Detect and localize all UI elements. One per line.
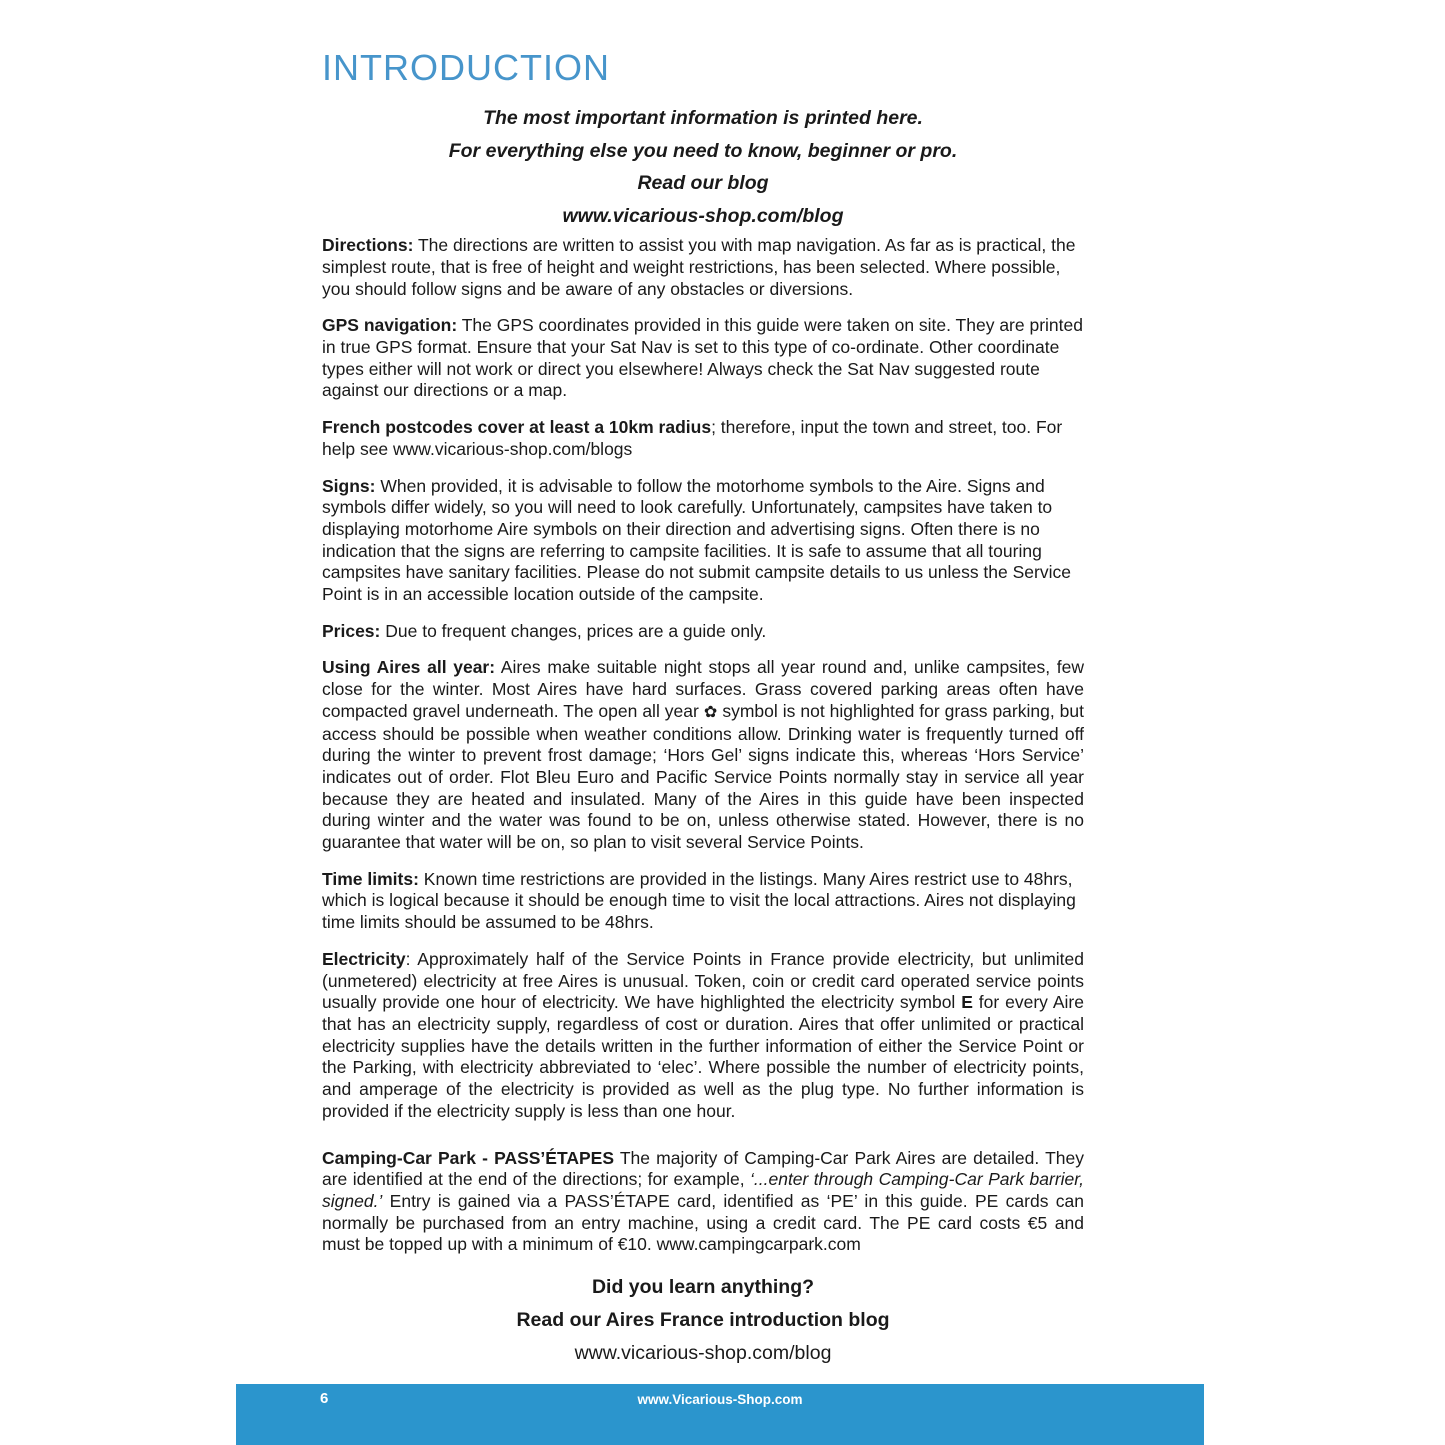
section-electricity-label: Electricity: [322, 948, 406, 969]
section-directions-body: The directions are written to assist you with map navigation. As far as is practical, the simplest route, that is free of height and weight restrictions, has been selected. Where possible, you should follow signs and be aware of any obstacles or diversions.: [322, 235, 1076, 299]
section-ccp-body-1: The majority of Camping-Car Park Aires are detailed. They are identified at the end of the directions; for example,: [322, 1147, 1084, 1190]
section-signs: [322, 476, 1084, 606]
footer-page-number: 6: [320, 1390, 329, 1407]
section-prices: [322, 621, 1084, 643]
section-postcodes: [322, 417, 1084, 460]
intro-blog-url: www.vicarious-shop.com/blog: [562, 204, 844, 227]
section-aires: [322, 657, 1084, 853]
section-directions-label: Directions:: [322, 235, 414, 256]
outro-cta: Read our Aires France introduction blog: [516, 1309, 890, 1332]
section-ccp-italic-example: ‘...enter through Camping-Car Park barrier, signed.’: [322, 1169, 1084, 1211]
section-prices-body: Due to frequent changes, prices are a guide only.: [380, 620, 767, 641]
section-signs-body: When provided, it is advisable to follow the motorhome symbols to the Aire. Signs and symbols differ widely, so you will need to look carefully. Unfortunately, campsites have taken to displaying motorhome Aire symbols on their direction and advertising signs. Often there is no indication that the signs are referring to campsite facilities. It is safe to assume that all touring campsites have sanitary facilities. Please do not submit campsite details to us unless the Service Point is in an accessible location outside of the campsite.: [322, 475, 1071, 605]
section-prices-label: Prices:: [322, 620, 381, 641]
section-postcodes-body: ; therefore, input the town and street, too. For help see www.vicarious-shop.com/blogs: [322, 417, 1063, 459]
page-title: INTRODUCTION: [322, 47, 610, 88]
section-aires-body-1: Aires make suitable night stops all year round and, unlike campsites, few close for the winter. Most Aires have hard surfaces. Grass covered parking areas often have compacted gravel underneath. The open all year: [322, 657, 1084, 721]
body-text: [322, 235, 1084, 1256]
section-electricity-body-1: : Approximately half of the Service Points in France provide electricity, but unlimited (unmetered) electricity at free Aires is unusual. Token, coin or credit card operated service points usually provide one hour of electricity. We have highlighted the electricity symbol: [322, 948, 1084, 1013]
section-aires-label: Using Aires all year:: [322, 657, 496, 678]
open-all-year-flower-icon: ✿: [703, 703, 718, 721]
section-ccp-body-2: Entry is gained via a PASS’ÉTAPE card, identified as ‘PE’ in this guide. PE cards can normally be purchased from an entry machine, using a credit card. The PE card costs €5 and must be topped up with a minimum of €10. www.campingcarpark.com: [322, 1190, 1084, 1255]
footer-site-url: www.Vicarious-Shop.com: [637, 1392, 803, 1407]
section-ccp-label: Camping-Car Park - PASS’ÉTAPES: [322, 1147, 615, 1168]
section-camping-car-park: [322, 1148, 1084, 1257]
intro-line-2: For everything else you need to know, beginner or pro.: [448, 139, 958, 162]
intro-line-3: Read our blog: [637, 172, 769, 195]
section-gps: [322, 315, 1084, 402]
section-time-limits-body: Known time restrictions are provided in the listings. Many Aires restrict use to 48hrs, which is logical because it should be enough time to visit the local attractions. Aires not displaying time limits should be assumed to be 48hrs.: [322, 868, 1076, 933]
section-aires-body-2: symbol is not highlighted for grass parking, but access should be possible when weather conditions allow. Drinking water is frequently turned off during the winter to prevent frost damage; ‘Hors Gel’ signs indicate this, whereas ‘Hors Service’ indicates out of order. Flot Bleu Euro and Pacific Service Points normally stay in service all year because they are heated and insulated. Many of the Aires in this guide have been inspected during winter and the water was found to be on, unless otherwise stated. However, there is no guarantee that water will be on, so plan to visit several Service Points.: [322, 700, 1085, 853]
intro-block: [322, 102, 1084, 232]
section-gps-label: GPS navigation:: [322, 315, 458, 336]
footer-bar: [236, 1384, 1204, 1445]
section-gps-body: The GPS coordinates provided in this guide were taken on site. They are printed in true GPS format. Ensure that your Sat Nav is set to this type of co-ordinate. Other coordinate types either will not work or direct you elsewhere! Always check the Sat Nav suggested route against our directions or a map.: [322, 315, 1083, 401]
page-content: [322, 46, 1084, 1370]
section-directions: [322, 235, 1084, 300]
outro-block: [322, 1271, 1084, 1370]
section-electricity: [322, 949, 1084, 1123]
intro-line-1: The most important information is printed here.: [483, 107, 923, 130]
section-time-limits: [322, 869, 1084, 934]
section-time-limits-label: Time limits:: [322, 868, 419, 889]
outro-blog-url: www.vicarious-shop.com/blog: [574, 1342, 832, 1365]
section-electricity-body-2: for every Aire that has an electricity supply, regardless of cost or duration. Aires that offer unlimited or practical electricity supplies have the details written in the further information of either the Service Point or the Parking, with electricity abbreviated to ‘elec’. Where possible the number of electricity points, and amperage of the electricity is provided as well as the plug type. No further information is provided if the electricity supply is less than one hour.: [322, 992, 1084, 1121]
section-signs-label: Signs:: [322, 475, 376, 496]
electricity-e-symbol: E: [961, 992, 973, 1013]
section-postcodes-label: French postcodes cover at least a 10km radius: [322, 417, 712, 438]
outro-question: Did you learn anything?: [591, 1276, 815, 1299]
